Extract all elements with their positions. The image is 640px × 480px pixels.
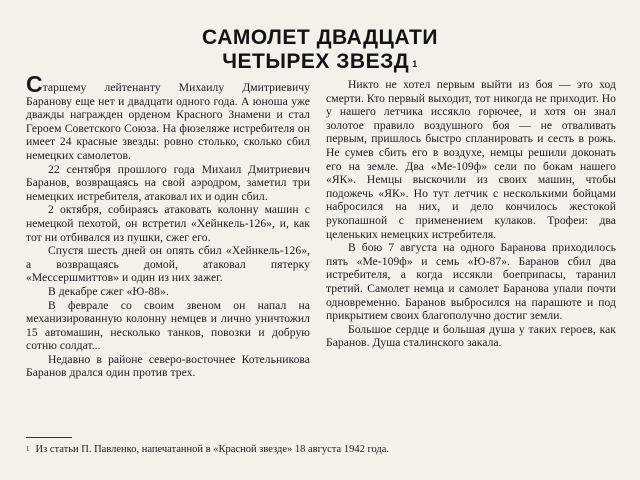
footnote-marker: 1 (26, 445, 30, 453)
paragraph: В феврале со своим звеном он напал на механизированную колонну немцев и лично уничтожил 15 автомашин, несколько танков, повозки и добрую сотню солдат... (26, 298, 310, 353)
footnote-divider (26, 437, 72, 438)
drop-cap: С (26, 71, 43, 97)
footnote (26, 443, 616, 456)
paragraph: В бою 7 августа на одного Баранова приходилось пять «Ме-109ф» и семь «Ю-87». Баранов сбил два истребителя, а когда иссякли боеприпасы, таранил третий. Самолет немца и самолет Баранова упали почти одновременно. Баранов выбросился на парашюте и под прикрытием своих благополучно достиг земли. (326, 241, 616, 323)
left-column (26, 71, 310, 380)
paragraph: Спустя шесть дней он опять сбил «Хейнкель-126», а возвращаясь домой, атаковал пятерку «Мессершмиттов» и один из них зажег. (26, 244, 310, 285)
paragraph: 22 сентября прошлого года Михаил Дмитриевич Баранов, возвращаясь на свой аэродром, заметил три немецких истребителя, атаковал их и один сбил. (26, 162, 310, 203)
paragraph: В декабре сжег «Ю-88». (48, 284, 169, 298)
paragraph: Недавно в районе северо-восточнее Котельникова Баранов дрался один против трех. (26, 352, 310, 380)
article-title-line-1: САМОЛЕТ ДВАДЦАТИ (202, 26, 438, 49)
paragraph: Большое сердце и большая душа у таких героев, как Баранов. Душа сталинского закала. (326, 322, 616, 350)
paragraph (26, 71, 310, 163)
footnote-text: Из статьи П. Павленко, напечатанной в «Красной звезде» 18 августа 1942 года. (35, 444, 390, 455)
article-title-line-2-text: ЧЕТЫРЕХ ЗВЕЗД (222, 50, 410, 73)
paragraph: Никто не хотел первым выйти из боя — это ход смерти. Кто первый выходит, тот никогда не приходит. Но у нашего летчика иссякло горючее, и хотя он знал золотое правило воздушного боя — не отваливать первым, пришлось быстро спланировать и сесть в рожь. Не сумев сбить его в воздухе, немцы решили доконать его на земле. Два «Ме-109ф» сели по бокам нашего «ЯК». Немцы выскочили из своих машин, чтобы подожечь «ЯК». Но тут летчик с несколькими бойцами набросился на них, и дело кончилось жестокой рукопашной с применением кулаков. Трофеи: два целеньких немецких истребителя. (326, 78, 616, 241)
paragraph: 2 октября, собираясь атаковать колонну машин с немецкой пехотой, он встретил «Хейнкель-126», и, как тот ни отбивался из пушки, сжег его. (26, 203, 310, 244)
right-column (326, 78, 616, 350)
title-footnote-marker: 1 (412, 59, 418, 69)
paragraph-text: таршему лейтенанту Михаилу Дмитриевичу Баранову еще нет и двадцати одного года. А юноша уже дважды награжден орденом Красного Знамени и стал Героем Советского Союза. На фюзеляже истребителя он имеет 24 красные звезды: ровно столько, сколько сбил немецких самолетов. (26, 81, 310, 162)
article-title-line-2 (0, 50, 640, 74)
